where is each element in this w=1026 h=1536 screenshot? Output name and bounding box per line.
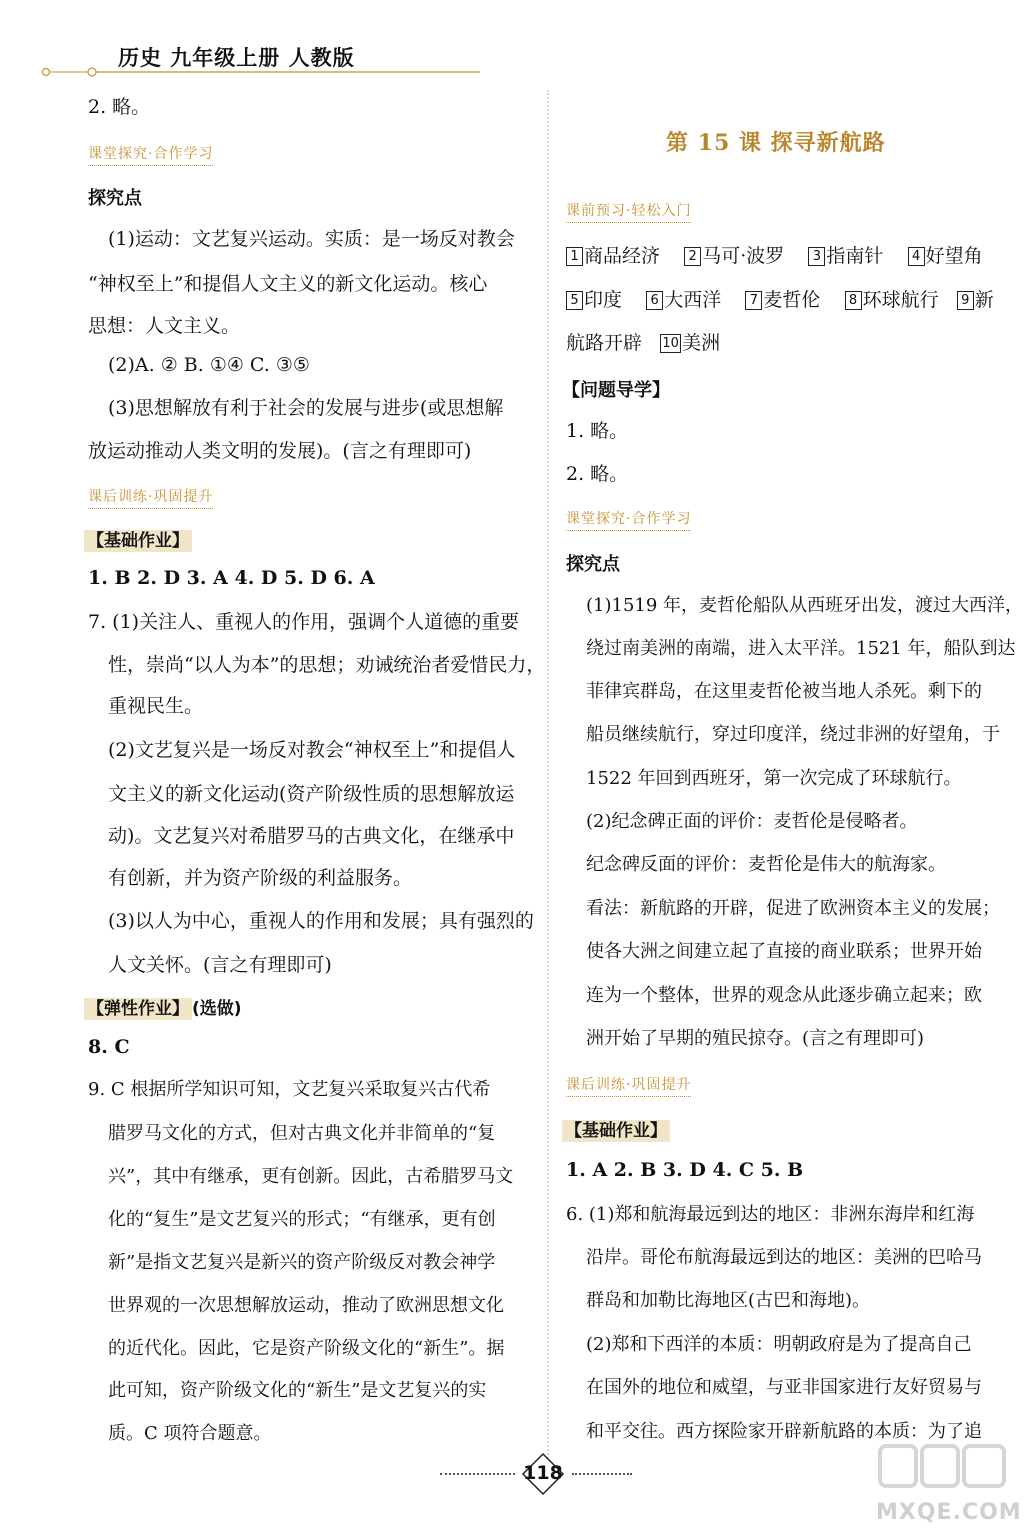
left-q7-line: 有创新，并为资产阶级的利益服务。: [108, 867, 413, 889]
right-explore-line: 菲律宾群岛，在这里麦哲伦被当地人杀死。剩下的: [586, 681, 982, 702]
left-tag-basic: [84, 526, 192, 551]
right-q6-line: 沿岸。哥伦布航海最远到达的地区：美洲的巴哈马: [586, 1247, 982, 1268]
left-tag-elastic-label: 【弹性作业】: [84, 998, 192, 1020]
right-q6-line: 在国外的地位和威望，与亚非国家进行友好贸易与: [586, 1377, 982, 1398]
pre-item: 美洲: [682, 332, 721, 354]
right-explore-line: (1)1519 年，麦哲伦船队从西班牙出发，渡过大西洋，: [586, 595, 1024, 616]
right-basic-answers: 1. A 2. B 3. D 4. C 5. B: [566, 1159, 804, 1181]
right-guide-line: 2. 略。: [566, 463, 629, 485]
right-explore-line: 船员继续航行，穿过印度洋，绕过非洲的好望角，于: [586, 724, 1000, 745]
box-number: 6: [646, 291, 663, 310]
pre-item-cont: 航路开辟: [566, 332, 643, 354]
left-section-explore: 课堂探究·合作学习: [88, 143, 213, 166]
pre-item: 好望角: [925, 245, 983, 267]
right-explore-line: 连为一个整体，世界的观念从此逐步确立起来；欧: [586, 985, 982, 1006]
pre-item: 环球航行: [862, 289, 939, 311]
left-section-after: 课后训练·巩固提升: [88, 486, 213, 509]
box-number: 7: [745, 291, 762, 310]
left-basic-answers: 1. B 2. D 3. A 4. D 5. D 6. A: [88, 567, 375, 589]
left-q9-line: 新”是指文艺复兴是新兴的资产阶级反对教会神学: [108, 1252, 496, 1273]
left-q7-line: 7. (1)关注人、重视人的作用，强调个人道德的重要: [88, 611, 520, 633]
right-q6-line: 群岛和加勒比海地区(古巴和海地)。: [586, 1290, 871, 1311]
pre-item: 麦哲伦: [763, 289, 821, 311]
right-q6-line: 6. (1)郑和航海最远到达的地区：非洲东海岸和红海: [566, 1204, 975, 1225]
footer-dots-left: [440, 1473, 515, 1477]
left-explore-line: 放运动推动人类文明的发展)。(言之有理即可): [88, 440, 472, 462]
footer-dots-right: [572, 1473, 632, 1477]
right-guide-line: 1. 略。: [566, 420, 629, 442]
box-number: 8: [845, 291, 862, 310]
right-section-pre: 课前预习·轻松入门: [566, 200, 691, 223]
left-q9-line: 此可知，资产阶级文化的“新生”是文艺复兴的实: [108, 1380, 487, 1401]
right-explore-line: 纪念碑反面的评价：麦哲伦是伟大的航海家。: [586, 854, 946, 875]
left-q7-line: 重视民生。: [108, 695, 204, 717]
right-guide-head: 【问题导学】: [562, 380, 670, 401]
box-number: 10: [660, 334, 681, 353]
right-tag-basic-label: 【基础作业】: [562, 1120, 670, 1142]
box-number: 3: [808, 247, 825, 266]
box-number: 9: [957, 291, 974, 310]
right-tag-basic: [562, 1116, 670, 1141]
left-q9-line: 世界观的一次思想解放运动，推动了欧洲思想文化: [108, 1295, 504, 1316]
left-q7-line: (2)文艺复兴是一场反对教会“神权至上”和提倡人: [108, 739, 516, 761]
left-explore-line: 思想：人文主义。: [88, 315, 241, 337]
right-explore-line: 绕过南美洲的南端，进入太平洋。1521 年，船队到达: [586, 638, 1016, 659]
box-number: 2: [684, 247, 701, 266]
left-q9-line: 兴”，其中有继承，更有创新。因此，古希腊罗马文: [108, 1166, 514, 1187]
left-q9-line: 腊罗马文化的方式，但对古典文化并非简单的“复: [108, 1123, 496, 1144]
left-q9-line: 的近代化。因此，它是资产阶级文化的“新生”。据: [108, 1338, 505, 1359]
right-explore-head: 探究点: [566, 554, 620, 575]
watermark-text: MXQE.COM: [876, 1500, 1022, 1525]
left-q7-line: 文主义的新文化运动(资产阶级性质的思想解放运: [108, 783, 515, 805]
box-number: 4: [908, 247, 925, 266]
right-q6-line: 和平交往。西方探险家开辟新航路的本质：为了追: [586, 1421, 982, 1442]
right-section-explore: 课堂探究·合作学习: [566, 508, 691, 531]
left-explore-line: (2)A. ② B. ①④ C. ③⑤: [108, 354, 310, 376]
left-explore-line: “神权至上”和提倡人文主义的新文化运动。核心: [88, 273, 488, 295]
pre-item: 印度: [584, 289, 623, 311]
pre-items-row-1: [566, 247, 983, 266]
right-section-after: 课后训练·巩固提升: [566, 1074, 691, 1097]
pre-item: 大西洋: [664, 289, 722, 311]
header-title: 历史 九年级上册 人教版: [118, 46, 355, 70]
left-q7-line: 人文关怀。(言之有理即可): [108, 954, 332, 976]
left-q9-line: 化的“复生”是文艺复兴的形式；“有继承，更有创: [108, 1209, 496, 1230]
pre-item: 商品经济: [584, 245, 661, 267]
right-explore-line: 使各大洲之间建立起了直接的商业联系；世界开始: [586, 941, 982, 962]
pre-items-row-2: [566, 291, 994, 310]
box-number: 5: [566, 291, 583, 310]
left-explore-head: 探究点: [88, 188, 142, 209]
left-q7-line: 性，崇尚“以人为本”的思想；劝诫统治者爱惜民力，: [108, 654, 546, 676]
right-q6-line: (2)郑和下西洋的本质：明朝政府是为了提高自己: [586, 1334, 972, 1355]
left-tag-basic-label: 【基础作业】: [84, 530, 192, 552]
lesson-title: 第 15 课 探寻新航路: [666, 130, 886, 156]
column-separator: [547, 90, 549, 1470]
left-q7-line: (3)以人为中心，重视人的作用和发展；具有强烈的: [108, 910, 534, 932]
left-explore-line: (3)思想解放有利于社会的发展与进步(或思想解: [108, 397, 504, 419]
box-number: 1: [566, 247, 583, 266]
pre-item: 指南针: [826, 245, 884, 267]
right-explore-line: 看法：新航路的开辟，促进了欧洲资本主义的发展；: [586, 898, 1000, 919]
right-explore-line: 洲开始了早期的殖民掠夺。(言之有理即可): [586, 1028, 925, 1049]
header-rule: [40, 67, 480, 77]
left-q9-line: 9. C 根据所学知识可知，文艺复兴采取复兴古代希: [88, 1079, 491, 1100]
pre-item: 马可·波罗: [702, 245, 785, 267]
left-elastic-note: (选做): [192, 999, 242, 1019]
left-tag-elastic: [84, 994, 242, 1019]
left-q8: 8. C: [88, 1036, 130, 1058]
right-explore-line: 1522 年回到西班牙，第一次完成了环球航行。: [586, 768, 962, 789]
right-explore-line: (2)纪念碑正面的评价：麦哲伦是侵略者。: [586, 811, 918, 832]
pre-items-row-3: [566, 334, 720, 353]
left-q9-line: 质。C 项符合题意。: [108, 1423, 272, 1444]
left-explore-line: (1)运动：文艺复兴运动。实质：是一场反对教会: [108, 228, 515, 250]
left-top-item: 2. 略。: [88, 96, 151, 118]
pre-item: 新: [974, 289, 994, 311]
page-number: 118: [523, 1462, 563, 1484]
left-q7-line: 动)。文艺复兴对希腊罗马的古典文化，在继承中: [108, 825, 515, 847]
